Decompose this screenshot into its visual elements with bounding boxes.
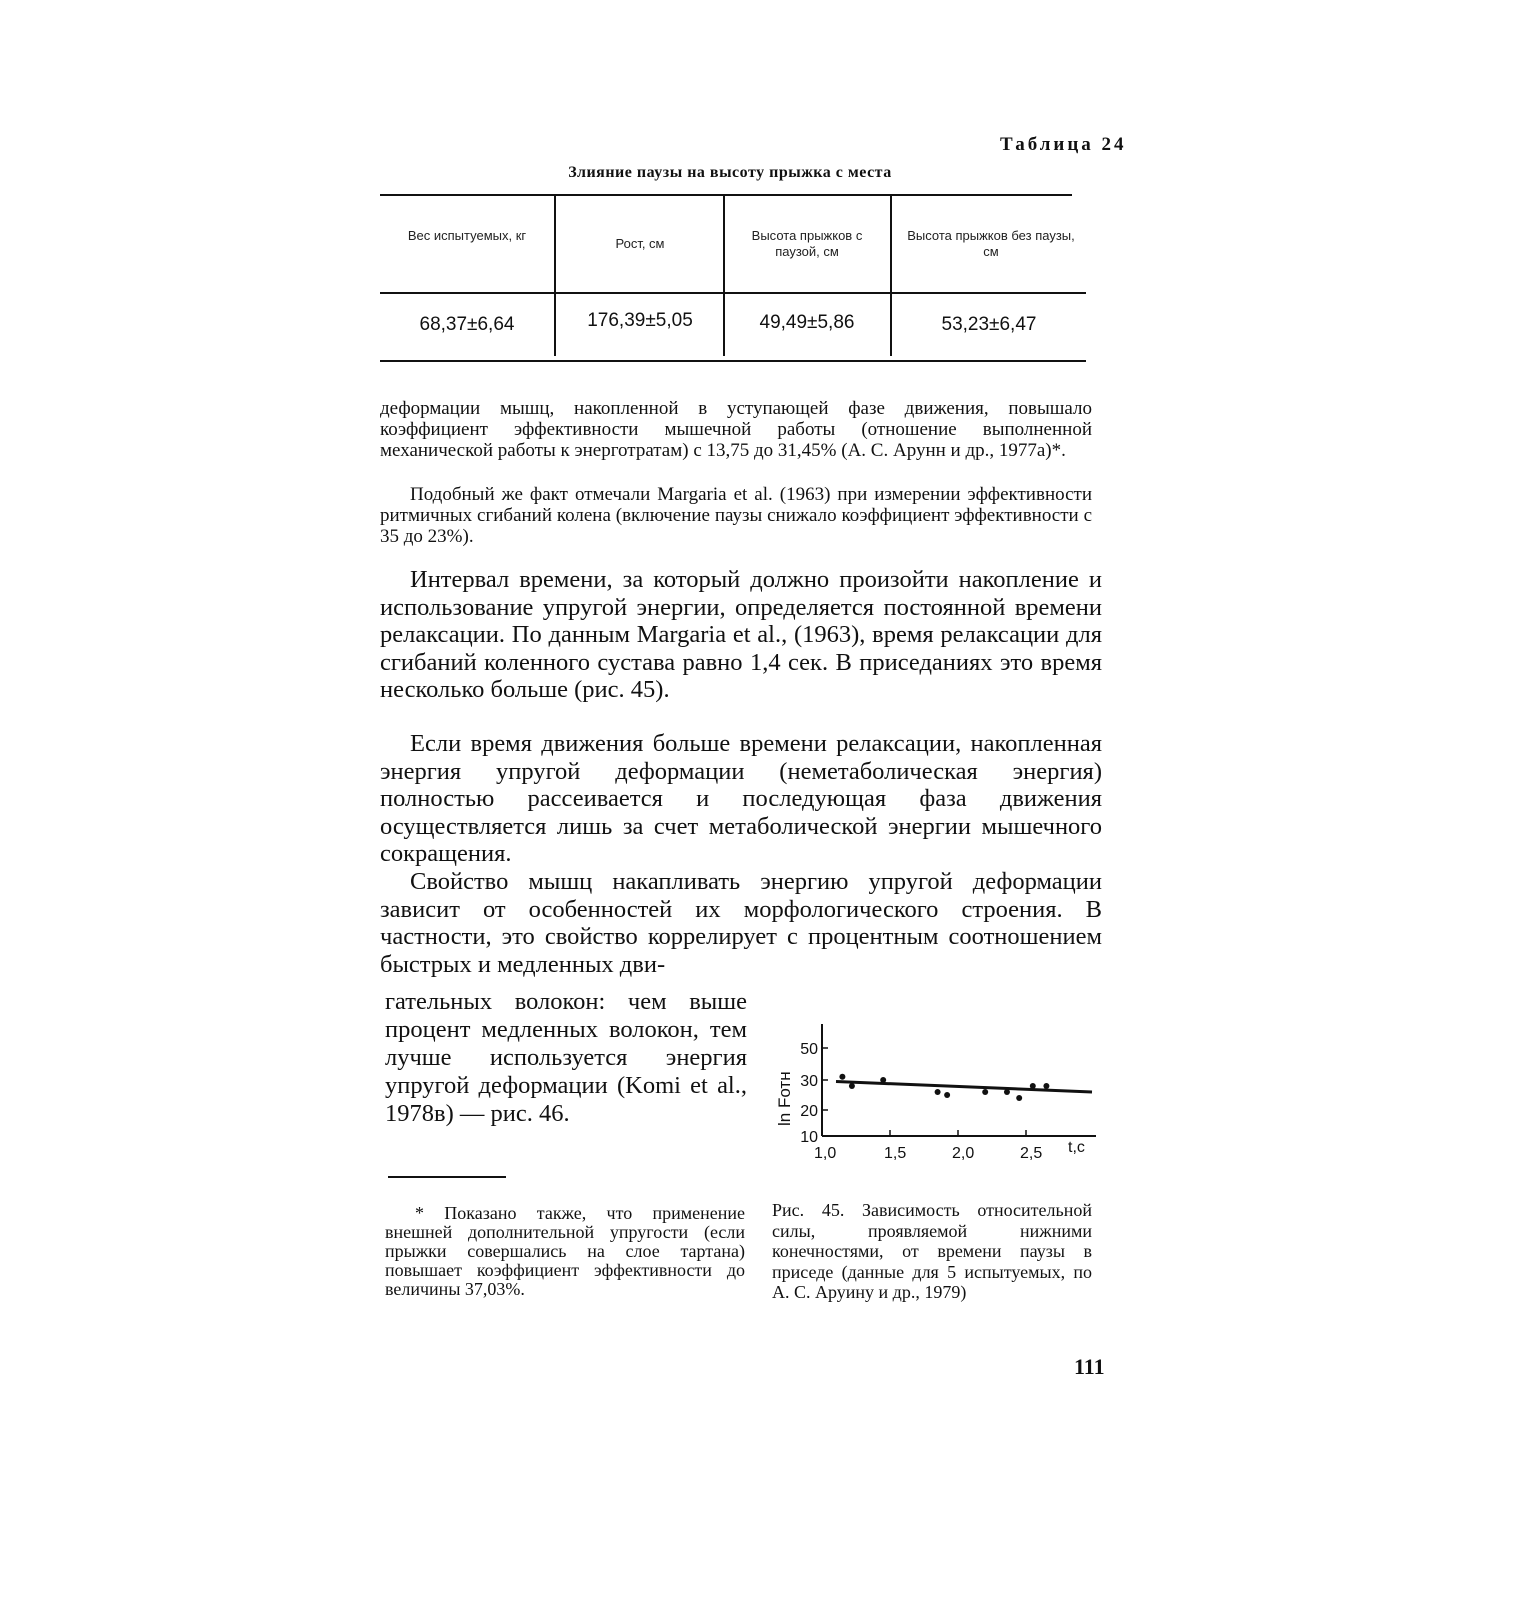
data-point [1004, 1089, 1010, 1095]
data-point [1043, 1083, 1049, 1089]
y-tick-label: 50 [800, 1041, 818, 1058]
table-top-rule [380, 194, 1072, 196]
data-point [1016, 1095, 1022, 1101]
table-col-divider [723, 196, 725, 356]
paragraph-main: Если время движения больше времени релаксации, накопленная энергия упругой деформации (неметаболическая энергия) полностью рассеивается и последующая фаза движения осуществляется лишь за счет метаболической энергии мышечного сокращения. [380, 730, 1102, 867]
data-point [944, 1092, 950, 1098]
x-tick-label: 1,5 [884, 1145, 907, 1162]
table-label: Таблица 24 [1000, 134, 1127, 155]
table-header-weight: Вес испытуемых, кг [407, 228, 527, 243]
table-col-divider [554, 196, 556, 356]
table-cell: 68,37±6,64 [419, 314, 515, 335]
page-number: 111 [1074, 1354, 1105, 1379]
figure-45-chart [770, 1018, 1100, 1178]
data-point [839, 1074, 845, 1080]
table-header-jump-pause: Высота прыжков с паузой, см [751, 228, 863, 259]
data-point [880, 1077, 886, 1083]
x-tick-label: 2,5 [1020, 1145, 1043, 1162]
data-point [849, 1083, 855, 1089]
table-bottom-rule [380, 360, 1086, 362]
paragraph-main: Свойство мышц накапливать энергию упругой деформации зависит от особенностей их морфологического строения. В частности, это свойство коррелирует с процентным соотношением быстрых и медленных дви- [380, 868, 1102, 978]
trend-line [836, 1082, 1092, 1093]
table-title: Злияние паузы на высоту прыжка с места [568, 164, 892, 181]
paragraph-small: деформации мышц, накопленной в уступающей фазе движения, повышало коэффициент эффективности мышечной работы (отношение выполненной механической работы к энерготратам) с 13,75 до 31,45% (А. С. Арунн и др., 1977а)*. [380, 398, 1092, 461]
x-tick-label: 1,0 [814, 1145, 837, 1162]
table-cell: 49,49±5,86 [759, 312, 855, 333]
data-point [1030, 1083, 1036, 1089]
data-point [982, 1089, 988, 1095]
table-header-jump-nopause: Высота прыжков без паузы, см [907, 228, 1075, 259]
y-axis-label: ln Fотн [775, 1071, 794, 1126]
table-header-height: Рост, см [615, 236, 665, 251]
figure-caption: Рис. 45. Зависимость относительной силы, проявляемой нижними конечностями, от времени паузы в приседе (данные для 5 испытуемых, по А. С. Аруину и др., 1979) [772, 1200, 1092, 1302]
paragraph-main-wrapped: гательных волокон: чем выше процент медленных волокон, тем лучше используется энергия упругой деформации (Komi et al., 1978в) — рис. 46. [385, 988, 747, 1127]
paragraph-main: Интервал времени, за который должно произойти накопление и использование упругой энергии, определяется постоянной времени релаксации. По данным Margaria et al., (1963), время релаксации для сгибаний коленного сустава равно 1,4 сек. В приседаниях это время несколько больше (рис. 45). [380, 566, 1102, 703]
data-point [935, 1089, 941, 1095]
y-tick-label: 20 [800, 1103, 818, 1120]
table-cell: 176,39±5,05 [587, 310, 693, 331]
x-tick-label: 2,0 [952, 1145, 975, 1162]
table-col-divider [890, 196, 892, 356]
paragraph-small: Подобный же факт отмечали Margaria et al. (1963) при измерении эффективности ритмичных сгибаний колена (включение паузы снижало коэффициент эффективности с 35 до 23%). [380, 484, 1092, 547]
footnote: * Показано также, что применение внешней дополнительной упругости (если прыжки совершались на слое тартана) повышает коэффициент эффективности до величины 37,03%. [385, 1203, 745, 1299]
footnote-rule [388, 1176, 506, 1178]
y-tick-label: 30 [800, 1073, 818, 1090]
table-cell: 53,23±6,47 [941, 314, 1037, 335]
y-tick-label: 10 [800, 1129, 818, 1146]
table-header-rule [380, 292, 1086, 294]
x-axis-label: t,с [1068, 1139, 1085, 1156]
